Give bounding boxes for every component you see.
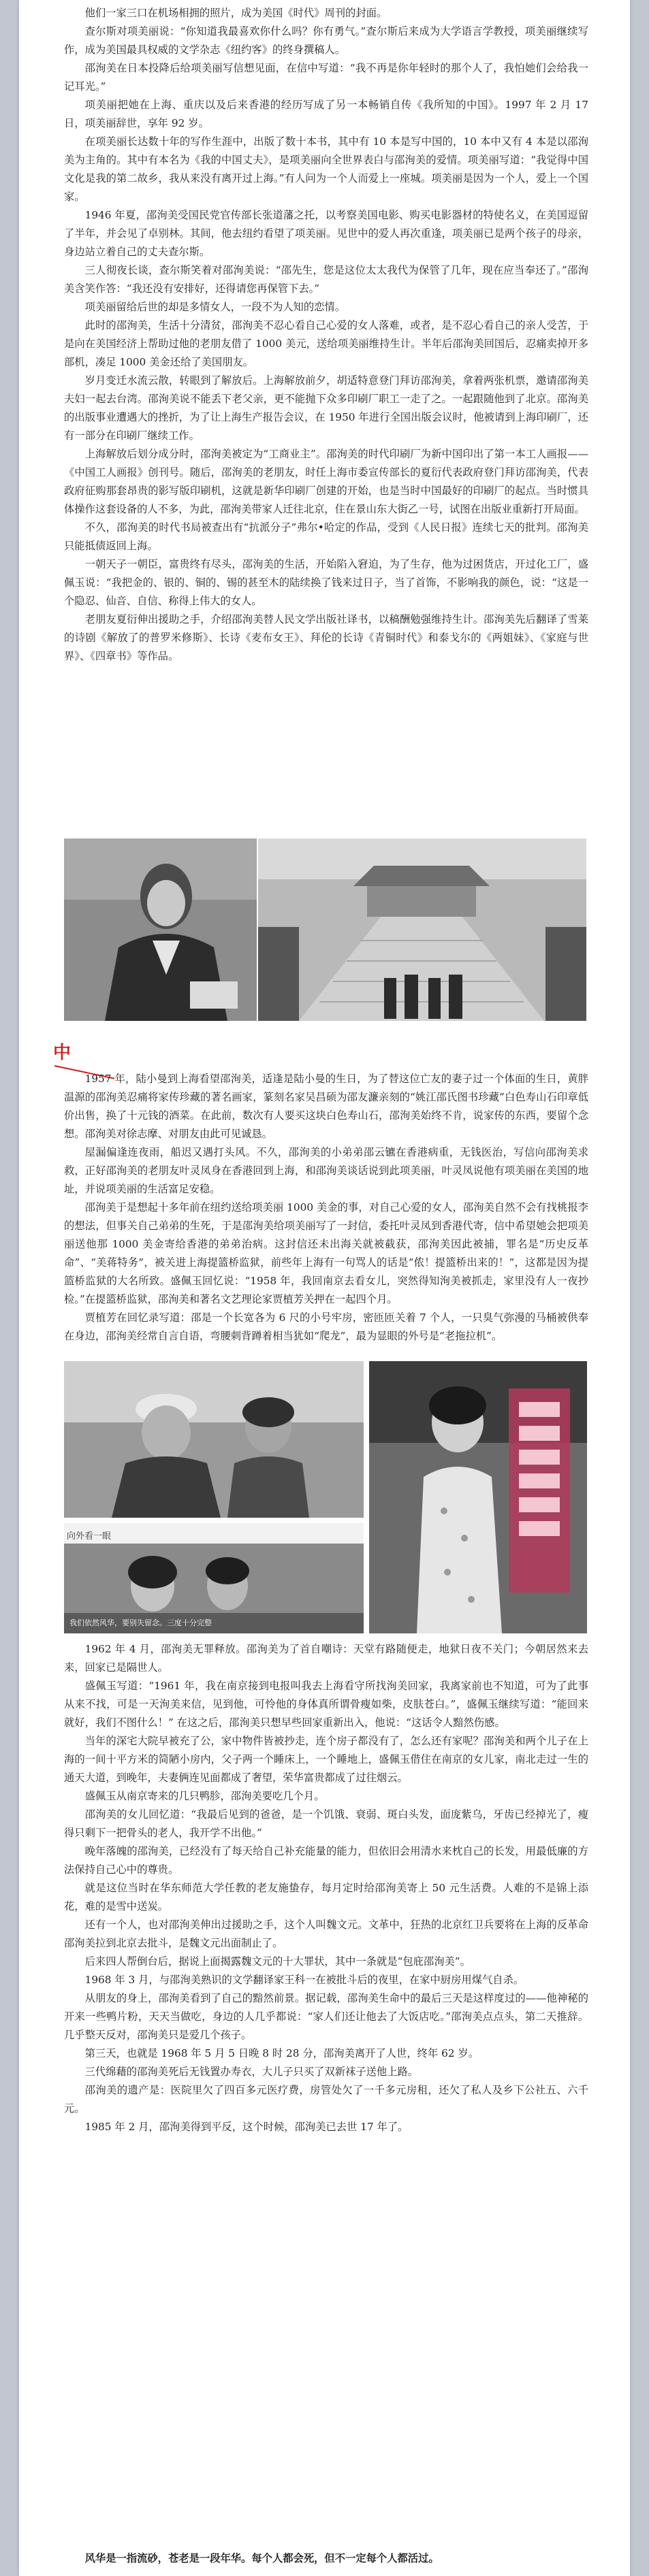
video-back-label[interactable]: 向外看一眼 [67, 1531, 112, 1542]
red-annotation-mark: 中 [53, 1043, 72, 1063]
section-1-paragraph: 三人彻夜长谈，查尔斯笑着对邵洵美说：“邵先生，您是这位太太我代为保管了几年，现在应当奉还了。”邵洵美含笑作答：“我还没有安排好，还得请您再保管下去。” [64, 264, 588, 295]
closing-quote: 风华是一指流砂，苍老是一段年华。每个人都会死，但不一定每个人都活过。 [84, 2552, 439, 2564]
section-3-paragraph: 邵洵美的遗产是：医院里欠了四百多元医疗费，房管处欠了一千多元房租，还欠了私人及乡下公社五、六千元。 [64, 2084, 588, 2115]
section-3-paragraph: 就是这位当时在华东师范大学任教的老友施蛰存，每月定时给邵洵美寄上 50 元生活费。人难的不是锦上添花，难的是雪中送炭。 [64, 1882, 588, 1912]
section-1-paragraph: 老朋友夏衍伸出援助之手，介绍邵洵美替人民文学出版社译书，以稿酬勉强维持生计。邵洵美先后翻译了雪莱的诗剧《解放了的普罗米修斯》、长诗《麦布女王》、拜伦的长诗《青铜时代》和泰戈尔的《两姐妹》、《家庭与世界》、《四章书》等作品。 [64, 613, 588, 662]
photo-elderly-couple [64, 1361, 364, 1518]
section-1-paragraph: 一朝天子一朝臣，富贵终有尽头，邵洵美的生活，开始陷入窘迫，为了生存，他为过困货店，开过化工厂，盛佩玉说：“我把金的、银的、铜的、锡的甚至木的陆续换了钱来过日子，当了首饰，不影响我的颜色，说：“这是一个隐忍、仙音、自信、称得上伟大的女人。 [64, 558, 588, 607]
section-3-paragraph: 1968 年 3 月，与邵洵美熟识的文学翻译家王科一在被批斗后的夜里，在家中厨房用煤气自杀。 [84, 1974, 524, 1986]
section-2-paragraph: 邵洵美于是想起十多年前在纽约送给项美丽 1000 美金的事，对自己心爱的女人，邵洵美自然不会有找桃报李的想法，但事关自己弟弟的生死，于是邵洵美给项美丽写了一封信，委托叶灵凤到香港代寄，信中希望她会把项美丽送他那 1000 美金寄给香港的弟弟治病。这封信还未出海关就被截获，邵洵美因此被捕，罪名是“历史反革命”、“美蒋特务”，被关进上海提篮桥监狱，前些年上海有一句骂人的话是“侬！提篮桥出来的！”，这都是因为提篮桥监狱的大名所致。盛佩玉回忆说：“1958 年，我回南京去看女儿，突然得知洵美被抓走，家里没有人一夜抄检。”在提篮桥监狱，邵洵美和著名文艺理论家贾植芳关押在一起四个月。 [64, 1201, 588, 1305]
section-2-paragraph: 1957 年，陆小曼到上海看望邵洵美，适逢是陆小曼的生日，为了替这位亡友的妻子过一个体面的生日，黄胖温源的邵洵美忍痛将家传珍藏的著名画家，篆刻名家吴昌硕为邵友濂亲刻的“姚江邵氏图书珍藏”白色寿山石印章低价出售，换了十元钱的酒菜。在此前，数次有人要买这块白色寿山石，邵洵美始终不肯，说家传的东西，要留个念想。邵洵美对徐志摩、对朋友由此可见诚恳。 [64, 1073, 588, 1140]
section-1-paragraph: 项美丽把她在上海、重庆以及后来香港的经历写成了另一本畅销自传《我所知的中国》。1997 年 2 月 17 日，项美丽辞世，享年 92 岁。 [64, 99, 588, 129]
photo-group-mausoleum [258, 838, 586, 1021]
section-1-paragraph: 项美丽留给后世的却是多情女人，一段不为人知的恋情。 [84, 301, 346, 313]
section-3-paragraph: 还有一个人，也对邵洵美伸出过援助之手，这个人叫魏文元。文革中，狂热的北京红卫兵要将在上海的反革命邵洵美拉到北京去批斗，是魏文元出面制止了。 [64, 1919, 588, 1949]
article-section-3 [64, 1640, 588, 2136]
article-section-2 [64, 1070, 588, 1346]
section-3-paragraph: 第三天，也就是 1968 年 5 月 5 日晚 8 时 28 分，邵洵美离开了人世，终年 62 岁。 [84, 2047, 479, 2059]
section-3-paragraph: 1985 年 2 月，邵洵美得到平反，这个时候，邵洵美已去世 17 年了。 [84, 2121, 409, 2133]
section-1-paragraph: 查尔斯对项美丽说：“你知道我最喜欢你什么吗？你有勇气。”查尔斯后来成为大学语言学教授，项美丽继续写作，成为美国最具权威的文学杂志《纽约客》的终身撰稿人。 [64, 25, 588, 56]
section-1-paragraph: 此时的邵洵美，生活十分清贫，邵洵美不忍心看自己心爱的女人落难，或者，是不忍心看自己的亲人受苦，于是向在美国经济上帮助过他的老朋友借了 1000 美元，送给项美丽维持生计。半年后邵洵美回国后，忍痛卖掉开多部机，凑足 1000 美金还给了美国朋友。 [64, 319, 588, 368]
section-3-paragraph: 晚年落魄的邵洵美，已经没有了每天给自己补充能量的能力，但依旧会用清水来枕自己的长发，用最低廉的方法保持自己心中的尊贵。 [64, 1845, 588, 1876]
section-1-paragraph: 岁月变迁水流云散，转眼到了解放后。上海解放前夕，胡适特意登门拜访邵洵美，拿着两张机票，邀请邵洵美夫妇一起去台湾。邵洵美说不能丢下老父亲，更不能抛下众多印刷厂职工一走了之。一起跟随他到了北京。邵洵美的出版事业遭遇大的挫折，为了让上海生产报告会议，在 1950 年进行全国出版会议时，他被请到上海印刷厂，还有一部分在印刷厂继续工作。 [64, 374, 588, 442]
section-1-paragraph: 邵洵美在日本投降后给项美丽写信想见面，在信中写道：“我不再是你年轻时的那个人了，我怕她们会给我一记耳光。” [64, 62, 588, 93]
section-1-paragraph: 在项美丽长达数十年的写作生涯中，出版了数十本书，其中有 10 本是写中国的，10 本中又有 4 本是以邵洵美为主角的。其中有本名为《我的中国丈夫》，是项美丽向全世界表白与邵洵美的爱情。项美丽写道：“我觉得中国文化是我的第二故乡，我从来没有离开过上海。”有人问为一个人而爱上一座城。项美丽是因为一个人，爱上一个国家。 [64, 135, 588, 203]
article-section-1 [64, 4, 588, 666]
section-3-paragraph: 三代绵藉的邵洵美死后无钱置办寿衣，大儿子只买了双新袜子送他上路。 [84, 2066, 419, 2078]
section-3-paragraph: 从朋友的身上，邵洵美看到了自己的黯然前景。据记载，邵洵美生命中的最后三天是这样度过的——他神秘的开来一些鸭片粉，天天当做吃，身边的人几乎都说：“家人们还让他去了大饭店吃。”邵洵美点点头，第二天推辞。几乎整天反对，邵洵美只是爱几个孩子。 [64, 1992, 588, 2041]
section-1-paragraph: 他们一家三口在机场相拥的照片，成为美国《时代》周刊的封面。 [84, 7, 387, 19]
section-3-paragraph: 后来四人帮倒台后，据说上面揭露魏文元的十大罪状，其中一条就是“包庇邵洵美”。 [84, 1955, 471, 1968]
section-3-paragraph: 盛佩玉写道：“1961 年，我在南京接到电报叫我去上海看守所找洵美回家，我离家前也不知道，可为了此事从来不找，可是一天洵美来信，见到他，可怜他的身体真所谓骨瘦如柴，皮肤苍白。”，盛佩玉继续写道：“能回来就好，我们不图什么！” 在这之后，邵洵美只想早些回家重新出入，他说：“这话令人黯然伤感。 [64, 1680, 588, 1729]
section-2-paragraph: 屋漏偏逢连夜雨，船迟又遇打头风。不久，邵洵美的小弟弟邵云镳在香港病重，无钱医治，写信向邵洵美求救，正好邵洵美的老朋友叶灵凤身在香港回到上海，和邵洵美谈话说到此项美丽，叶灵凤说他有项美丽在美国的地址，并说项美丽的生活富足安稳。 [64, 1146, 588, 1195]
article-page [19, 0, 630, 2576]
photo-man-portrait [64, 838, 257, 1021]
section-3-paragraph: 1962 年 4 月，邵洵美无罪释放。邵洵美为了首自嘲诗：天堂有路随便走，地狱日夜不关门；今朝居然来去来，回家已是隔世人。 [64, 1643, 588, 1674]
section-1-paragraph: 不久，邵洵美的时代书局被查出有“抗派分子”弗尔•哈定的作品，受到《人民日报》连续七天的批判。邵洵美只能抵债返回上海。 [64, 521, 588, 552]
section-3-paragraph: 邵洵美的女儿回忆道：“我最后见到的爸爸，是一个饥饿、衰弱、斑白头发，面庞紫乌，牙齿已经掉光了，瘦得只剩下一把骨头的老人，我开学不出他。” [64, 1808, 588, 1839]
section-1-paragraph: 1946 年夏，邵洵美受国民党官传部长张道藩之托，以考察美国电影、购买电影器材的特使名义，在美国逗留了半年，并会见了卓别林。其间，他去纽约看望了项美丽。见世中的爱人再次重逢，项美丽已是两个孩子的母亲，身边站立着自己的丈夫查尔斯。 [64, 209, 588, 258]
section-1-paragraph: 上海解放后划分成分时，邵洵美被定为“工商业主”。邵洵美的时代印刷厂为新中国印出了第一本工人画报——《中国工人画报》创刊号。随后，邵洵美的老朋友，时任上海市委宣传部长的夏衍代表政府登门拜访邵洵美，代表政府征购那套昂贵的影写版印刷机，这就是新华印刷厂创建的开始，也是当时中国最好的印刷厂的起点。当时惯具体操作这套设备的人不多，为此，邵洵美带家人迁往北京，住在景山东大街乙一号，试图在出版业重新打开局面。 [64, 448, 588, 515]
section-2-paragraph: 贾植芳在回忆录写道：邵是一个长宽各为 6 尺的小号牢房，密匝匝关着 7 个人，一只臭气弥漫的马桶被供奉在身边，邵洵美经常自言自语，弯腰刺背蹲着相当犹如“爬龙”，最为显眼的外号是“老拖拉机”。 [64, 1311, 588, 1342]
video-caption: 我们依然风华，要别失留念。三度十分完整 [69, 1618, 212, 1627]
section-3-paragraph: 当年的深宅大院早被充了公，家中物件皆被抄走，连个房子都没有了，怎么还有家呢？邵洵美和两个儿子在上海的一间十平方米的简陋小房内，父子两一个睡床上，一个睡地上，盛佩玉借住在南京的女儿家，南北走过一生的通天大道，到晚年，夫妻俩连见面都成了奢望，荣华富贵都成了过往烟云。 [64, 1735, 588, 1784]
section-3-paragraph: 盛佩玉从南京寄来的几只鸭胗，邵洵美要吃几个月。 [84, 1790, 325, 1802]
photo-book-cover [369, 1361, 587, 1633]
